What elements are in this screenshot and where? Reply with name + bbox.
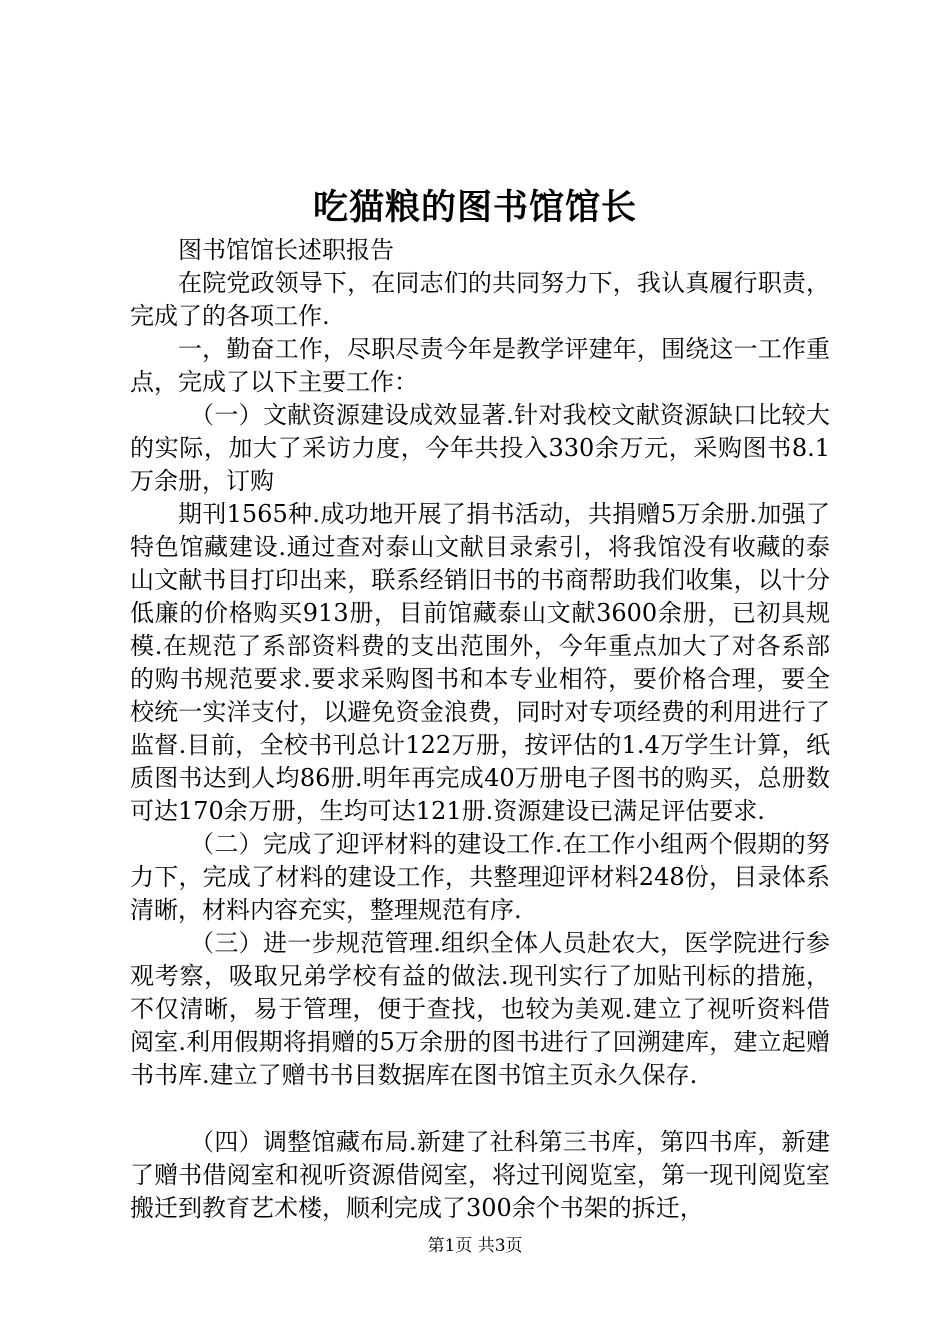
page-footer: 第1页 共3页 [427,1236,523,1256]
paragraph-item-3: （三）进一步规范管理.组织全体人员赴农大，医学院进行参观考察，吸取兄弟学校有益的做法.现刊实行了加贴刊标的措施，不仅清晰，易于管理，便于查找，也较为美观.建立了视听资料借阅室.利用假期将捐赠的5万余册的图书进行了回溯建库，建立起赠书书库.建立了赠书书目数据库在图书馆主页永久保存. [130,929,830,1089]
paragraph-item-4: （四）调整馆藏布局.新建了社科第三书库，第四书库，新建了赠书借阅室和视听资源借阅室，将过刊阅览室，第一现刊阅览室搬迁到教育艺术楼，顺利完成了300余个书架的拆迁， [130,1128,830,1222]
paragraph-item-2: （二）完成了迎评材料的建设工作.在工作小组两个假期的努力下，完成了材料的建设工作，共整理迎评材料248份，目录体系清晰，材料内容充实，整理规范有序. [130,830,830,924]
document-body [130,234,830,1225]
paragraph-intro: 在院党政领导下，在同志们的共同努力下，我认真履行职责，完成了的各项工作. [130,269,830,330]
report-heading: 图书馆馆长述职报告 [178,236,394,264]
paragraph-item-1: （一）文献资源建设成效显著.针对我校文献资源缺口比较大的实际，加大了采访力度，今年共投入330余万元，采购图书8.1万余册，订购 [130,401,830,495]
document-title: 吃猫粮的图书馆馆长 [312,187,637,228]
paragraph-item-1-continued: 期刊1565种.成功地开展了捐书活动，共捐赠5万余册.加强了特色馆藏建设.通过查对泰山文献目录索引，将我馆没有收藏的泰山文献书目打印出来，联系经销旧书的书商帮助我们收集，以十分低廉的价格购买913册，目前馆藏泰山文献3600余册，已初具规模.在规范了系部资料费的支出范围外，今年重点加大了对各系部的购书规范要求.要求采购图书和本专业相符，要价格合理，要全校统一实洋支付，以避免资金浪费，同时对专项经费的利用进行了监督.目前，全校书刊总计122万册，按评估的1.4万学生计算，纸质图书达到人均86册.明年再完成40万册电子图书的购买，总册数可达170余万册，生均可达121册.资源建设已满足评估要求. [130,500,830,825]
paragraph-section-one: 一，勤奋工作，尽职尽责今年是教学评建年，围绕这一工作重点，完成了以下主要工作： [130,335,830,396]
